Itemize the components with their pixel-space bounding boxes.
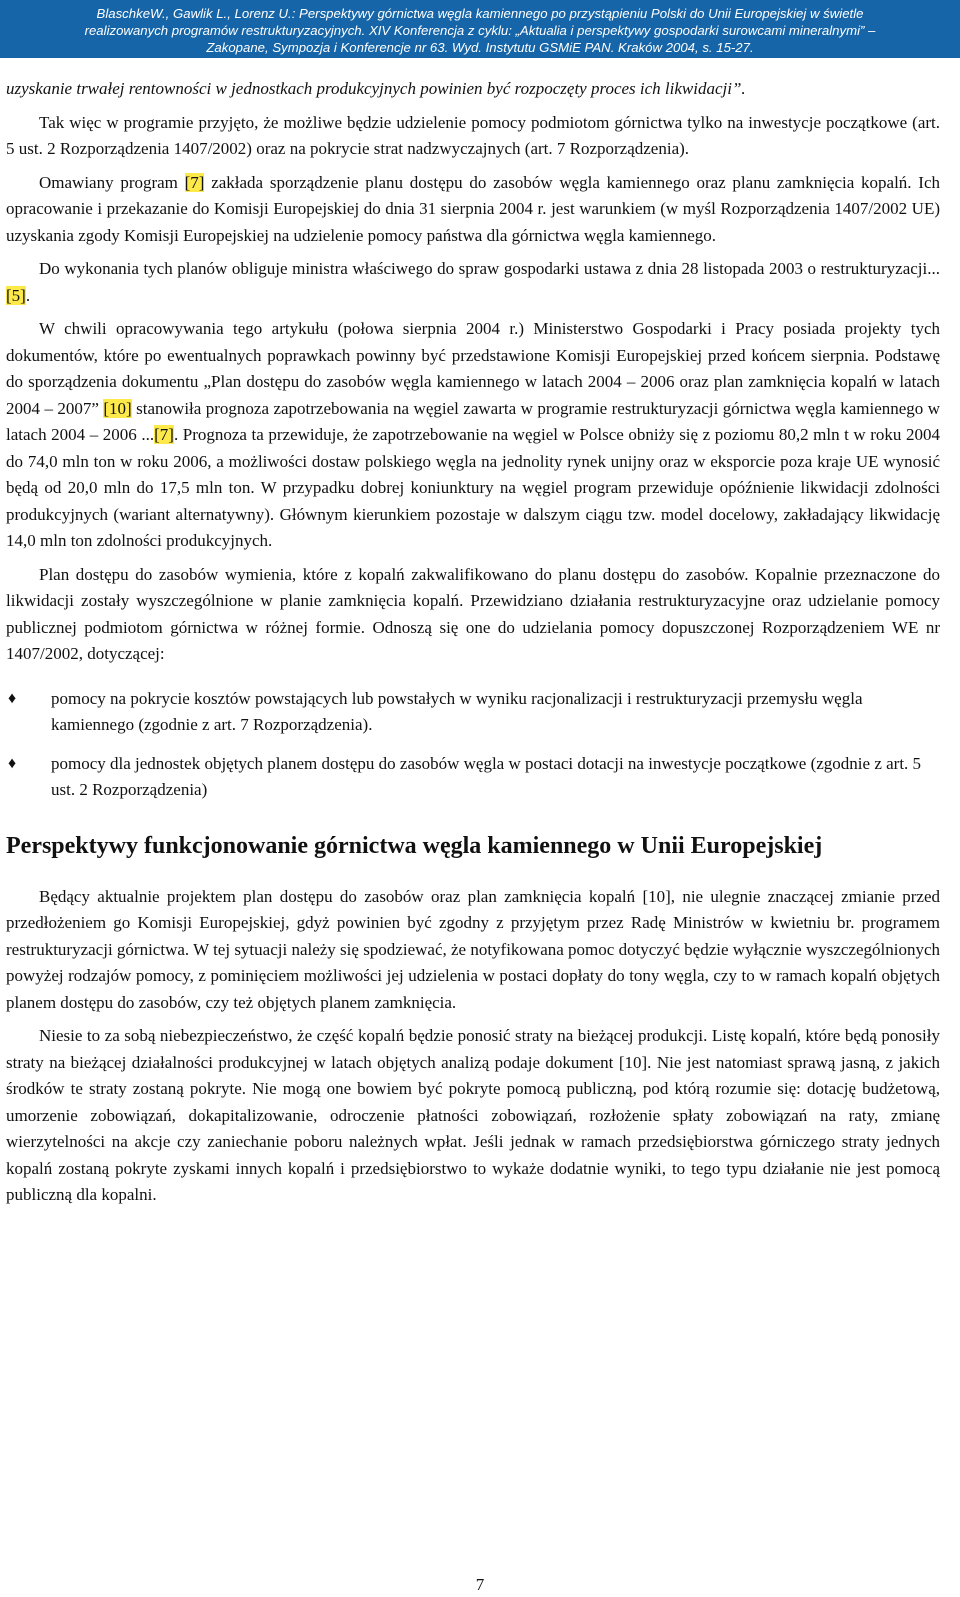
citation-header: [0, 0, 960, 58]
text-segment: . Prognoza ta przewiduje, że zapotrzebowanie na węgiel w Polsce obniży się z poziomu 80,2 mln t w roku 2004 do 74,0 mln ton w roku 2006, a możliwości dostaw polskiego węgla na jednolity rynek unijny oraz w eksporcie poza kraje UE wynosić będą od 20,0 mln do 17,5 mln ton. W przypadku dobrej koniunktury na węgiel program przewiduje opóźnienie likwidacji zdolności produkcyjnych (wariant alternatywny). Głównym kierunkiem pozostaje w dalszym ciągu tzw. model docelowy, zakładający likwidację 14,0 mln ton zdolności produkcyjnych.: [6, 425, 941, 550]
list-item: [6, 751, 940, 804]
section-heading: Perspektywy funkcjonowanie górnictwa węgla kamiennego w Unii Europejskiej: [6, 832, 823, 859]
paragraph-notification: Będący aktualnie projektem plan dostępu do zasobów oraz plan zamknięcia kopalń [10], nie ulegnie znaczącej zmianie przed przedłożeniem go Komisji Europejskiej, gdyż powinien być zgodny z przyjętym przez Radę Ministrów w kwietniu br. programem restrukturyzacji górnictwa. W tej sytuacji należy się spodziewać, że notyfikowana pomoc dotyczyć będzie wyłącznie wyszczególnionych powyżej rodzajów pomocy, z pominięciem możliwości jej udzielenia w postaci dopłaty do tony węgla, czy to w ramach kopalń objętych planem dostępu do zasobów, czy też objętych planem zamknięcia.: [6, 886, 941, 1012]
paragraph-aid-scope: Tak więc w programie przyjęto, że możliwe będzie udzielenie pomocy podmiotom górnictwa tylko na inwestycje początkowe (art. 5 ust. 2 Rozporządzenia 1407/2002) oraz na pokrycie strat nadzwyczajnych (art. 7 Rozporządzenia).: [6, 112, 940, 158]
text-segment: W chwili opracowywania tego artykułu (połowa sierpnia 2004 r.) Ministerstwo Gospodarki i Pracy posiada projekty tych dokumentów, które po ewentualnych poprawkach powinny być przedstawione Komisji Europejskiej przed końcem sierpnia. Podstawę do sporządzenia dokumentu „Plan dostępu do zasobów węgla kamiennego w latach 2004 – 2006 oraz plan zamknięcia kopalń w latach 2004 – 2007”: [6, 319, 940, 418]
list-item: [6, 686, 940, 739]
citation-line-3: Zakopane, Sympozja i Konferencje nr 63. Wyd. Instytutu GSMiE PAN. Kraków 2004, s. 15-27.: [206, 40, 754, 55]
page-content: [6, 76, 940, 1216]
paragraph-access-plan: Plan dostępu do zasobów wymienia, które z kopalń zakwalifikowano do planu dostępu do zasobów. Kopalnie przeznaczone do likwidacji zostały wyszczególnione w planie zamknięcia kopalń. Przewidziano działania restrukturyzacyjne oraz udzielanie pomocy publicznej podmiotom górnictwa w różnej formie. Odnoszą się one do udzielania pomocy dopuszczonej Rozporządzeniem WE nr 1407/2002, dotyczącej:: [6, 564, 940, 663]
paragraph-losses: Niesie to za sobą niebezpieczeństwo, że część kopalń będzie ponosić straty na bieżącej produkcji. Listę kopalń, które będą ponosiły straty na bieżącej działalności produkcyjnej w latach objętych analizą podaje dokument [10]. Nie jest natomiast sprawą jasną, z jakich środków te straty zostaną pokryte. Nie mogą one bowiem być pokryte pomocą publiczną, pod którą rozumie się: dotację budżetową, umorzenie zobowiązań, dokapitalizowanie, odroczenie płatności zobowiązań, rozłożenie spłaty zobowiązań na raty, zmianę wierzytelności na akcje czy zaniechanie poboru należnych wpłat. Jeśli jednak w ramach przedsiębiorstwa górniczego straty jednych kopalń zostaną pokryte zyskami innych kopalń i przedsiębiorstwo to wykaże dodatnie wyniki, to tego typu działanie nie jest pomocą publiczną dla kopalni.: [6, 1026, 940, 1204]
page-number: 7: [475, 1575, 485, 1594]
citation-line-1: BlaschkeW., Gawlik L., Lorenz U.: Perspektywy górnictwa węgla kamiennego po przystąpieniu Polski do Unii Europejskiej w świetle: [96, 6, 864, 21]
list-item-text: pomocy dla jednostek objętych planem dostępu do zasobów węgla w postaci dotacji na inwestycje początkowe (zgodnie z art. 5 ust. 2 Rozporządzenia): [51, 753, 922, 799]
text-segment: Do wykonania tych planów obliguje ministra właściwego do spraw gospodarki ustawa z dnia 28 listopada 2003 o restrukturyzacji...: [39, 259, 940, 278]
paragraph-program: [6, 170, 940, 250]
diamond-bullet-icon: ♦: [8, 754, 17, 772]
text-segment: Omawiany program: [39, 172, 185, 192]
paragraph-forecast: [6, 316, 940, 555]
text-segment: .: [25, 285, 31, 305]
reference-link[interactable]: [7]: [154, 425, 174, 444]
text-segment: stanowiła prognoza zapotrzebowania na węgiel zawarta w programie restrukturyzacji górnictwa węgla kamiennego w latach 2004 – 2006 ...: [6, 398, 941, 444]
list-item-text: pomocy na pokrycie kosztów powstających lub powstałych w wyniku racjonalizacji i restrukturyzacji przemysłu węgla kamiennego (zgodnie z art. 7 Rozporządzenia).: [51, 688, 863, 734]
reference-link[interactable]: [10]: [103, 398, 132, 418]
paragraph-obligation: [6, 256, 940, 309]
paragraph-quote-end: uzyskanie trwałej rentowności w jednostkach produkcyjnych powinien być rozpoczęty proces ich likwidacji”.: [6, 79, 746, 98]
text-segment: zakłada sporządzenie planu dostępu do zasobów węgla kamiennego oraz planu zamknięcia kopalń. Ich opracowanie i przekazanie do Komisji Europejskiej do dnia 31 sierpnia 2004 r. jest warunkiem (w myśl Rozporządzenia 1407/2002 UE) uzyskania zgody Komisji Europejskiej na udzielenie pomocy państwa dla górnictwa węgla kamiennego.: [6, 172, 940, 245]
citation-line-2: realizowanych programów restrukturyzacyjnych. XIV Konferencja z cyklu: „Aktualia i perspektywy gospodarki surowcami mineralnymi” –: [84, 23, 876, 38]
aid-list: [6, 686, 940, 804]
reference-link[interactable]: [5]: [6, 285, 26, 305]
reference-link[interactable]: [7]: [184, 172, 205, 192]
diamond-bullet-icon: ♦: [8, 689, 17, 707]
